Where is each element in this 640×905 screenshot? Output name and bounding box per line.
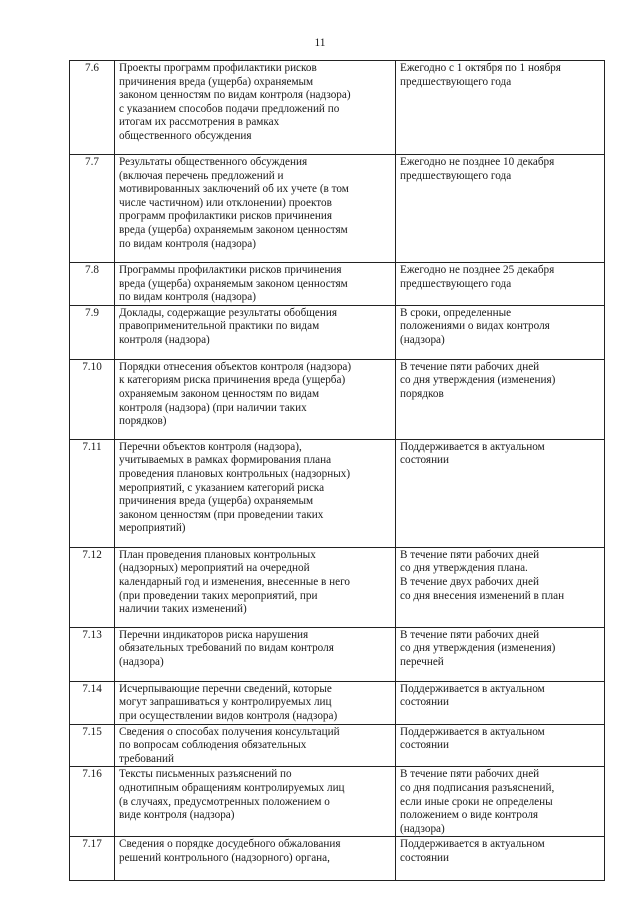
placement-term: В течение пяти рабочих дней со дня утверждения (изменения) перечней <box>396 627 605 681</box>
document-name: Перечни индикаторов риска нарушения обязательных требований по видам контроля (надзора) <box>115 627 396 681</box>
table-row <box>70 724 605 767</box>
table-row <box>70 681 605 724</box>
document-name: Программы профилактики рисков причинения вреда (ущерба) охраняемым законом ценностям по видам контроля (надзора) <box>115 263 396 306</box>
table-row <box>70 767 605 837</box>
table-row <box>70 439 605 547</box>
row-number: 7.7 <box>70 155 115 263</box>
row-number: 7.9 <box>70 305 115 359</box>
table-row <box>70 305 605 359</box>
document-name: Порядки отнесения объектов контроля (надзора) к категориям риска причинения вреда (ущерба) охраняемым законом ценностям по видам контроля (надзора) (при наличии таких порядков) <box>115 359 396 439</box>
table-row <box>70 263 605 306</box>
placement-term: Ежегодно с 1 октября по 1 ноября предшествующего года <box>396 61 605 155</box>
row-number: 7.13 <box>70 627 115 681</box>
document-name: Доклады, содержащие результаты обобщения правоприменительной практики по видам контроля (надзора) <box>115 305 396 359</box>
placement-term: Поддерживается в актуальном состоянии <box>396 681 605 724</box>
placement-term: В течение пяти рабочих дней со дня подписания разъяснений, если иные сроки не определены положением о виде контроля (надзора) <box>396 767 605 837</box>
table-row <box>70 61 605 155</box>
table-row <box>70 547 605 627</box>
table-row <box>70 837 605 881</box>
row-number: 7.6 <box>70 61 115 155</box>
placement-term: В течение пяти рабочих дней со дня утверждения плана. В течение двух рабочих дней со дня внесения изменений в план <box>396 547 605 627</box>
row-number: 7.12 <box>70 547 115 627</box>
row-number: 7.15 <box>70 724 115 767</box>
placement-term: Поддерживается в актуальном состоянии <box>396 724 605 767</box>
row-number: 7.8 <box>70 263 115 306</box>
table-row <box>70 155 605 263</box>
document-name: Проекты программ профилактики рисков причинения вреда (ущерба) охраняемым законом ценностям по видам контроля (надзора) с указанием способов подачи предложений по итогам их рассмотрения в рамках общественного обсуждения <box>115 61 396 155</box>
row-number: 7.14 <box>70 681 115 724</box>
document-name: Сведения о способах получения консультаций по вопросам соблюдения обязательных требований <box>115 724 396 767</box>
placement-term: В сроки, определенные положениями о видах контроля (надзора) <box>396 305 605 359</box>
placement-term: В течение пяти рабочих дней со дня утверждения (изменения) порядков <box>396 359 605 439</box>
row-number: 7.11 <box>70 439 115 547</box>
page-number: 11 <box>314 37 326 49</box>
row-number: 7.10 <box>70 359 115 439</box>
document-name: Результаты общественного обсуждения (включая перечень предложений и мотивированных заключений об их учете (в том числе частичном) или отклонении) проектов программ профилактики рисков причинения вреда (ущерба) охраняемым законом ценностям по видам контроля (надзора) <box>115 155 396 263</box>
document-table-body <box>70 61 605 881</box>
document-name: Исчерпывающие перечни сведений, которые могут запрашиваться у контролируемых лиц при осуществлении видов контроля (надзора) <box>115 681 396 724</box>
table-row <box>70 359 605 439</box>
document-name: Тексты письменных разъяснений по однотипным обращениям контролируемых лиц (в случаях, предусмотренных положением о виде контроля (надзора) <box>115 767 396 837</box>
document-table <box>69 60 605 881</box>
placement-term: Ежегодно не позднее 25 декабря предшествующего года <box>396 263 605 306</box>
document-name: Сведения о порядке досудебного обжалования решений контрольного (надзорного) органа, <box>115 837 396 881</box>
row-number: 7.16 <box>70 767 115 837</box>
document-name: Перечни объектов контроля (надзора), учитываемых в рамках формирования плана проведения плановых контрольных (надзорных) мероприятий, с указанием категорий риска причинения вреда (ущерба) охраняемым законом ценностям (при проведении таких мероприятий) <box>115 439 396 547</box>
placement-term: Поддерживается в актуальном состоянии <box>396 439 605 547</box>
row-number: 7.17 <box>70 837 115 881</box>
table-row <box>70 627 605 681</box>
placement-term: Ежегодно не позднее 10 декабря предшествующего года <box>396 155 605 263</box>
document-name: План проведения плановых контрольных (надзорных) мероприятий на очередной календарный год и изменения, внесенные в него (при проведении таких мероприятий, при наличии таких изменений) <box>115 547 396 627</box>
placement-term: Поддерживается в актуальном состоянии <box>396 837 605 881</box>
